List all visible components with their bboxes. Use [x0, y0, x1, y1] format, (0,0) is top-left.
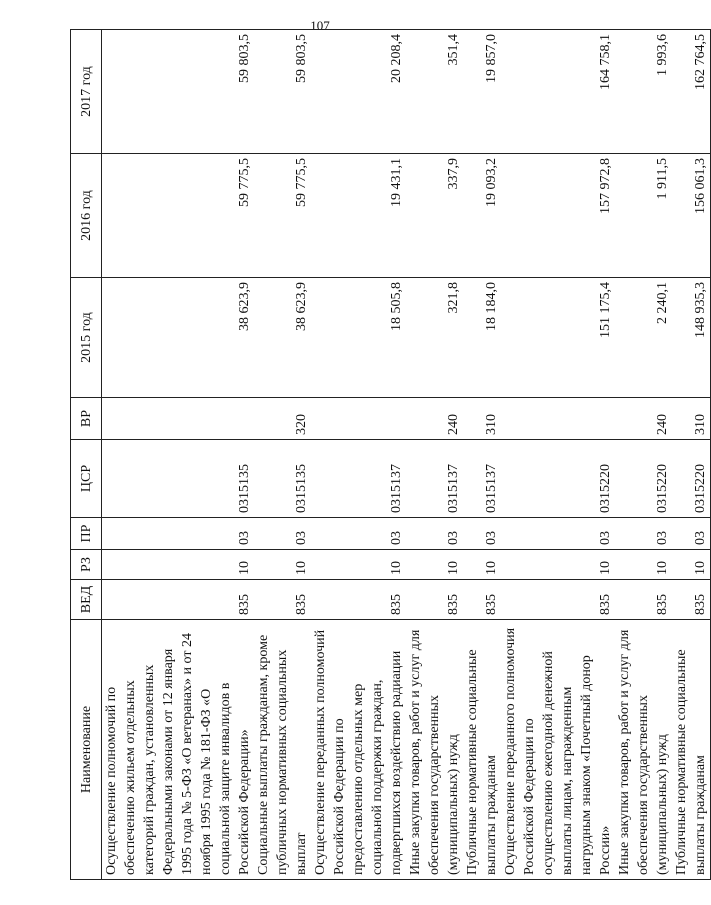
row-vr: 240 [406, 398, 463, 440]
row-rz: 10 [501, 550, 615, 580]
header-2017: 2017 год [71, 30, 102, 154]
row-2015: 148 935,3 [672, 278, 711, 398]
row-2017: 351,4 [406, 30, 463, 154]
header-pr: ПР [71, 518, 102, 550]
header-vr: ВР [71, 398, 102, 440]
table-row [501, 30, 615, 880]
row-csr: 0315137 [311, 440, 406, 518]
table-row [254, 30, 311, 880]
header-ved: ВЕД [71, 580, 102, 620]
row-2016: 59 775,5 [254, 154, 311, 278]
row-ved: 835 [501, 580, 615, 620]
row-ved: 835 [102, 580, 255, 620]
row-ved: 835 [463, 580, 501, 620]
row-pr: 03 [406, 518, 463, 550]
row-csr: 0315135 [102, 440, 255, 518]
row-csr: 0315220 [672, 440, 711, 518]
row-pr: 03 [501, 518, 615, 550]
table-row [672, 30, 711, 880]
row-2015: 38 623,9 [254, 278, 311, 398]
row-pr: 03 [254, 518, 311, 550]
row-ved: 835 [615, 580, 672, 620]
row-2017: 1 993,6 [615, 30, 672, 154]
row-pr: 03 [102, 518, 255, 550]
table-row [102, 30, 255, 880]
row-2015: 2 240,1 [615, 278, 672, 398]
row-vr: 240 [615, 398, 672, 440]
row-2015: 18 184,0 [463, 278, 501, 398]
row-csr: 0315137 [406, 440, 463, 518]
row-vr [311, 398, 406, 440]
row-name: Осуществление полномочий по обеспечению жильем отдельных категорий граждан, установленных Федеральными законами от 12 января 1995 года № 5-ФЗ «О ветеранах» и от 24 ноября 1995 года № 181-ФЗ «О социальной защите инвалидов в Российской Федерации» [102, 620, 255, 880]
row-2017: 162 764,5 [672, 30, 711, 154]
page-number: 107 [310, 18, 330, 33]
header-name: Наименование [71, 620, 102, 880]
row-vr: 310 [672, 398, 711, 440]
row-2017: 19 857,0 [463, 30, 501, 154]
table-row [311, 30, 406, 880]
row-2017: 59 803,5 [254, 30, 311, 154]
row-name: Иные закупки товаров, работ и услуг для обеспечения государственных (муниципальных) нужд [406, 620, 463, 880]
row-2016: 1 911,5 [615, 154, 672, 278]
row-name: Социальные выплаты гражданам, кроме публичных нормативных социальных выплат [254, 620, 311, 880]
row-csr: 0315220 [615, 440, 672, 518]
header-2015: 2015 год [71, 278, 102, 398]
budget-table [70, 29, 711, 880]
row-rz: 10 [463, 550, 501, 580]
row-ved: 835 [406, 580, 463, 620]
row-name: Публичные нормативные социальные выплаты гражданам [463, 620, 501, 880]
row-rz: 10 [615, 550, 672, 580]
row-2016: 19 431,1 [311, 154, 406, 278]
row-rz: 10 [254, 550, 311, 580]
row-ved: 835 [254, 580, 311, 620]
row-vr [102, 398, 255, 440]
row-2016: 59 775,5 [102, 154, 255, 278]
header-rz: РЗ [71, 550, 102, 580]
table-row [463, 30, 501, 880]
table-row [406, 30, 463, 880]
row-csr: 0315135 [254, 440, 311, 518]
row-2017: 164 758,1 [501, 30, 615, 154]
row-vr: 310 [463, 398, 501, 440]
row-name: Иные закупки товаров, работ и услуг для обеспечения государственных (муниципальных) нужд [615, 620, 672, 880]
row-pr: 03 [463, 518, 501, 550]
header-2016: 2016 год [71, 154, 102, 278]
row-rz: 10 [672, 550, 711, 580]
row-rz: 10 [406, 550, 463, 580]
row-2016: 157 972,8 [501, 154, 615, 278]
row-ved: 835 [311, 580, 406, 620]
row-rz: 10 [102, 550, 255, 580]
table-body [102, 30, 711, 880]
row-vr [501, 398, 615, 440]
row-pr: 03 [672, 518, 711, 550]
table-header [71, 30, 102, 880]
row-pr: 03 [615, 518, 672, 550]
row-2016: 19 093,2 [463, 154, 501, 278]
row-2015: 18 505,8 [311, 278, 406, 398]
row-csr: 0315220 [501, 440, 615, 518]
row-rz: 10 [311, 550, 406, 580]
row-csr: 0315137 [463, 440, 501, 518]
row-2017: 59 803,5 [102, 30, 255, 154]
row-vr: 320 [254, 398, 311, 440]
row-2015: 321,8 [406, 278, 463, 398]
row-2016: 337,9 [406, 154, 463, 278]
row-2016: 156 061,3 [672, 154, 711, 278]
row-2017: 20 208,4 [311, 30, 406, 154]
rotated-table-container [70, 30, 708, 880]
row-2015: 38 623,9 [102, 278, 255, 398]
row-name: Публичные нормативные социальные выплаты гражданам [672, 620, 711, 880]
row-2015: 151 175,4 [501, 278, 615, 398]
row-pr: 03 [311, 518, 406, 550]
row-name: Осуществление переданного полномочия Российской Федерации по осуществлению ежегодной денежной выплаты лицам, награжденным нагрудным знаком «Почетный донор России» [501, 620, 615, 880]
header-csr: ЦСР [71, 440, 102, 518]
table-row [615, 30, 672, 880]
row-name: Осуществление переданных полномочий Российской Федерации по предоставлению отдельных мер социальной поддержки граждан, подвергшихся воздействию радиации [311, 620, 406, 880]
row-ved: 835 [672, 580, 711, 620]
